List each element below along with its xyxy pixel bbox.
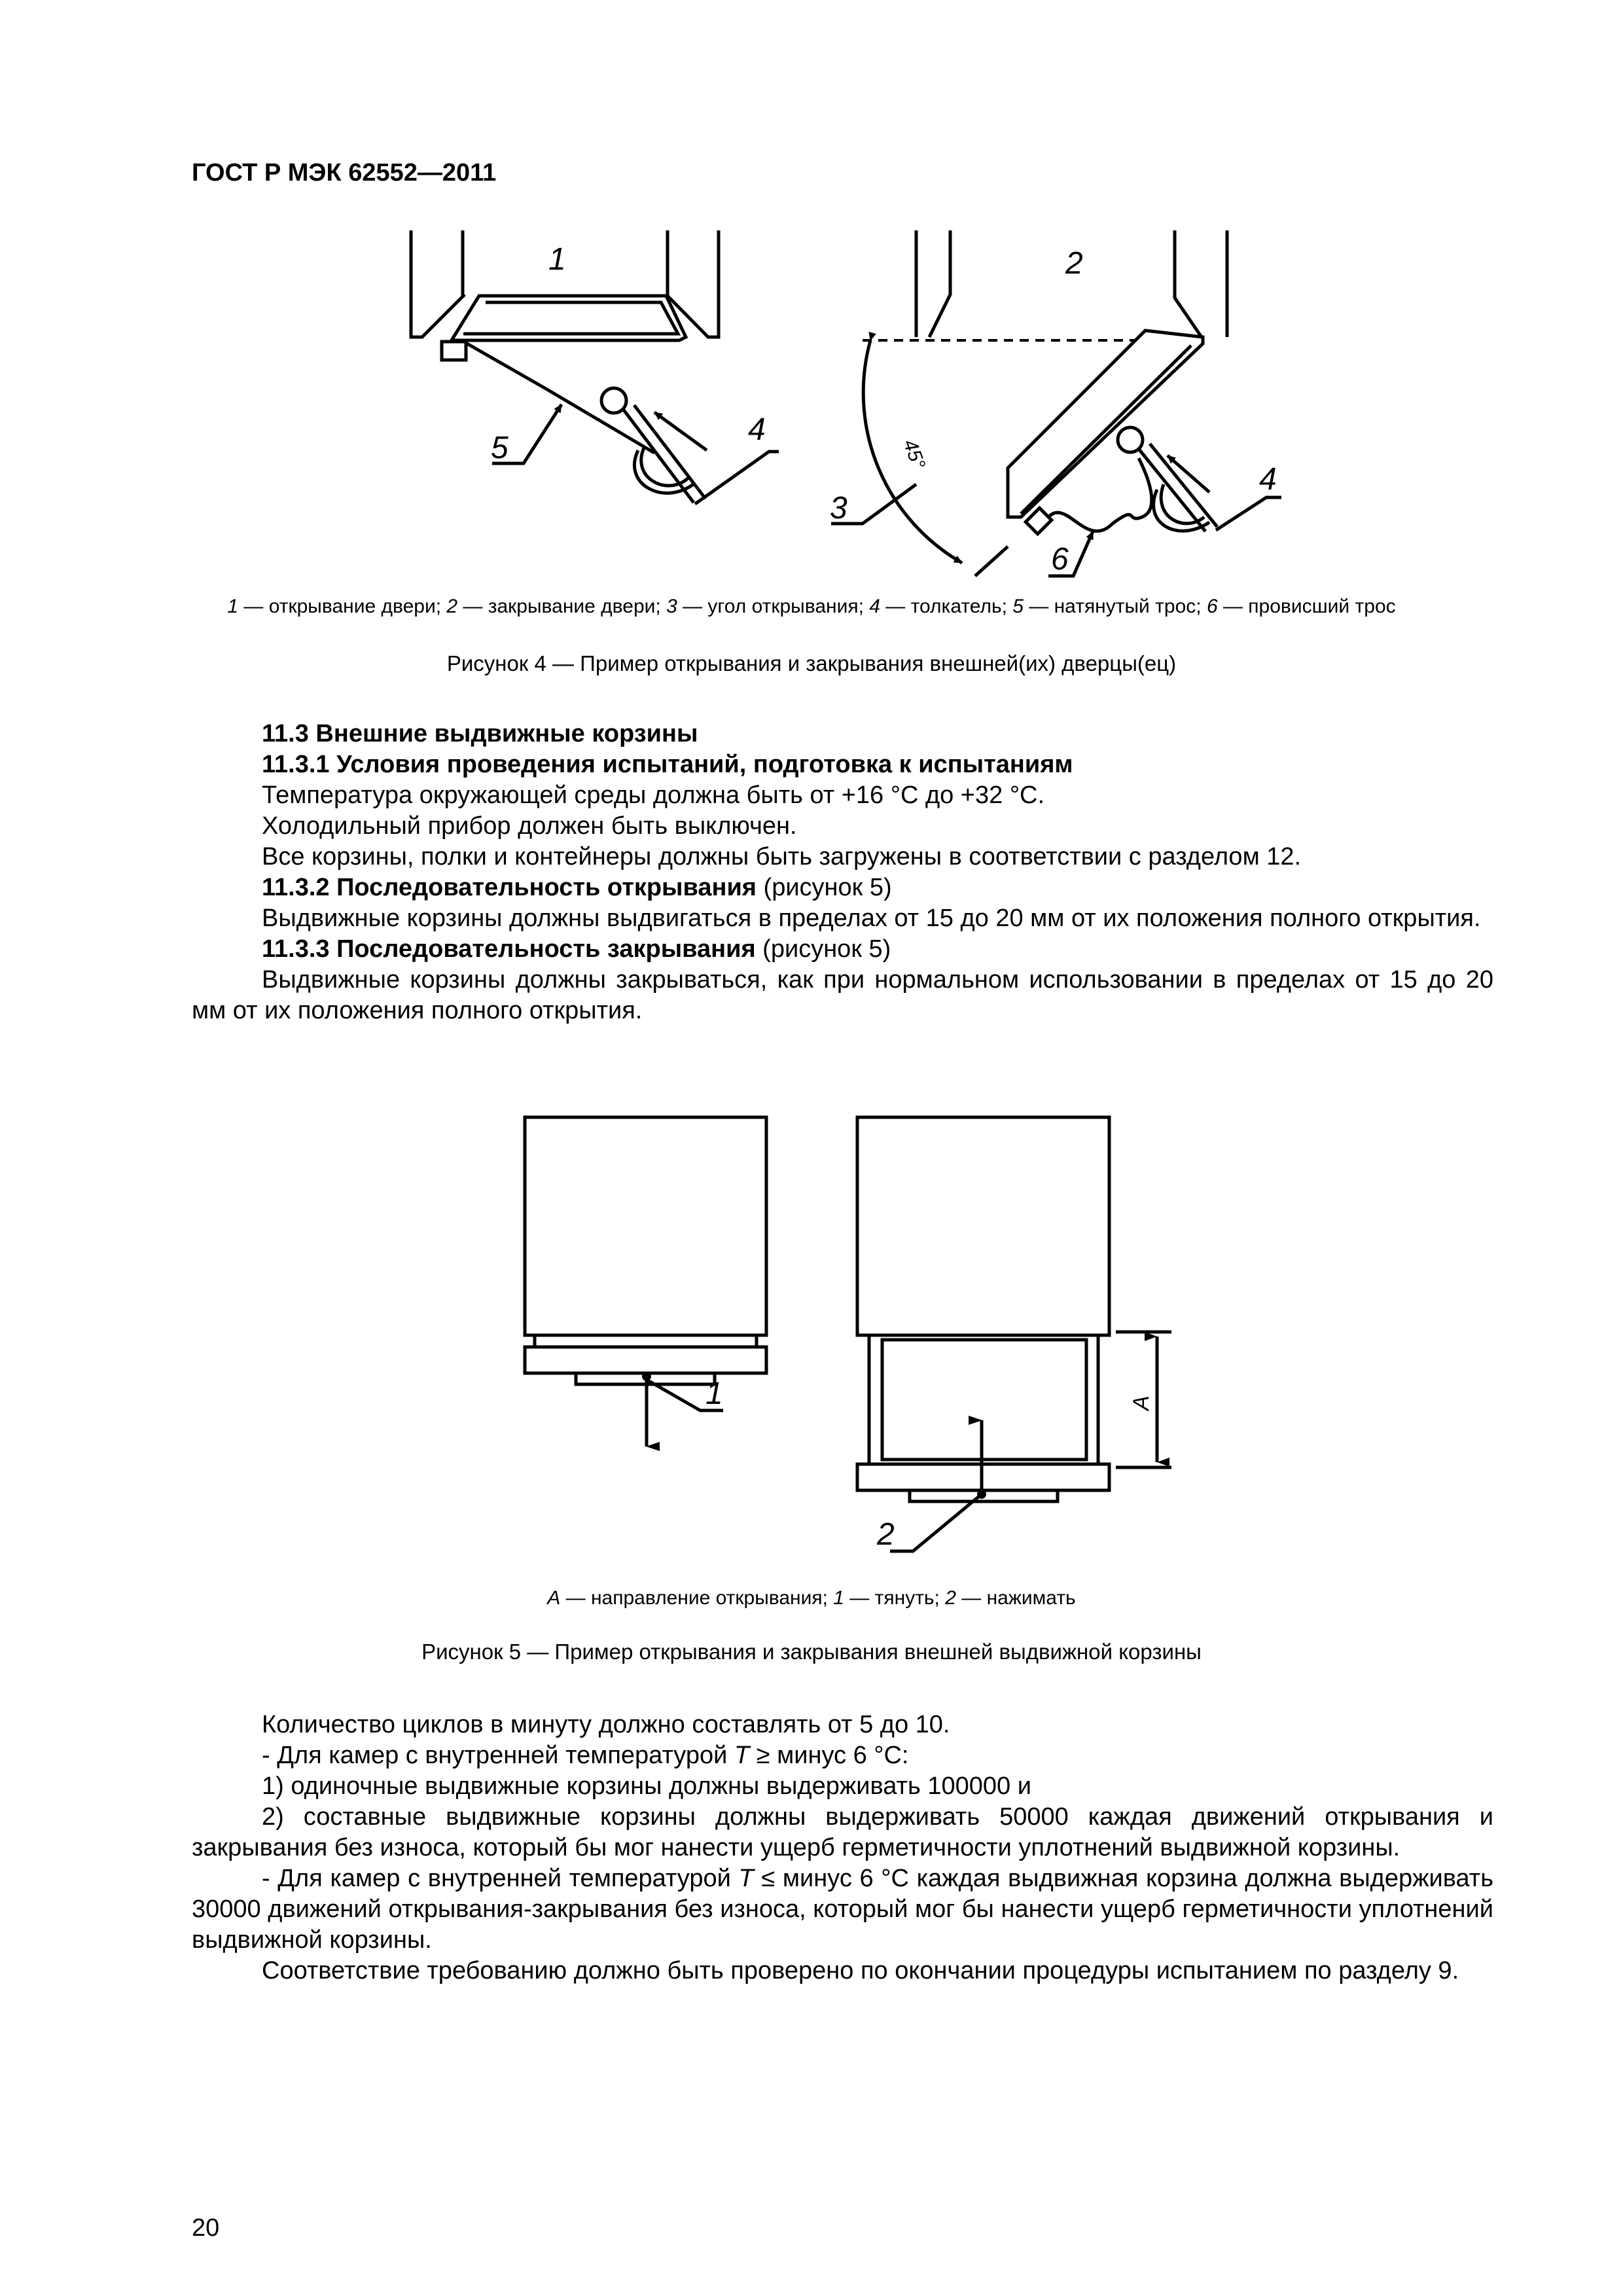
- legend-num: 4: [869, 596, 880, 617]
- heading-11-3-1: 11.3.1 Условия проведения испытаний, подготовка к испытаниям: [262, 751, 1073, 778]
- paragraph: Соответствие требованию должно быть проверено по окончании процедуры испытанием по разделу 9.: [262, 1957, 1459, 1984]
- heading-text: 11.3.2 Последовательность открывания: [262, 874, 757, 901]
- legend-text: — провисший трос: [1217, 596, 1396, 617]
- variable: Т: [738, 1865, 754, 1892]
- paragraph: Выдвижные корзины должны закрываться, как при нормальном использовании в пределах от 15 до 20 мм от их положения полного открытия.: [192, 966, 1493, 1024]
- document-header: ГОСТ Р МЭК 62552—2011: [192, 159, 497, 187]
- paragraph: Температура окружающей среды должна быть от +16 °С до +32 °С.: [262, 781, 1045, 809]
- label-open: 1: [548, 242, 566, 277]
- figure-4-caption: Рисунок 4 — Пример открывания и закрывания внешней(их) дверцы(ец): [446, 651, 1177, 675]
- heading-11-3: 11.3 Внешние выдвижные корзины: [262, 720, 698, 747]
- label-push: 2: [877, 1517, 895, 1552]
- label-slack-cable: 6: [1051, 542, 1069, 577]
- text: - Для камер с внутренней температурой: [262, 1742, 734, 1769]
- paragraph: Холодильный прибор должен быть выключен.: [262, 812, 797, 840]
- legend-text: — толкатель;: [880, 596, 1013, 617]
- text: - Для камер с внутренней температурой: [262, 1865, 739, 1892]
- legend-num: 2: [945, 1587, 956, 1609]
- legend-text: — нажимать: [955, 1587, 1076, 1609]
- legend-num: 5: [1012, 596, 1024, 617]
- variable: Т: [734, 1742, 750, 1769]
- paragraph: 1) одиночные выдвижные корзины должны выдерживать 100000 и: [262, 1772, 1031, 1800]
- figure-5-drawing: [0, 1106, 1623, 1577]
- heading-text: 11.3.3 Последовательность закрывания: [262, 935, 756, 963]
- section-11-3: [192, 719, 1493, 1026]
- label-angle-degrees: 45°: [899, 437, 929, 473]
- cycle-requirements: [192, 1710, 1493, 1986]
- label-pusher-right: 4: [1259, 462, 1277, 497]
- paragraph: Выдвижные корзины должны выдвигаться в пределах от 15 до 20 мм от их положения полного открытия.: [262, 905, 1481, 932]
- legend-text: — закрывание двери;: [457, 596, 667, 617]
- paragraph: Все корзины, полки и контейнеры должны быть загружены в соответствии с разделом 12.: [262, 843, 1302, 870]
- figure-4-drawing: [0, 0, 1623, 602]
- legend-num: 1: [833, 1587, 844, 1609]
- legend-num: 3: [666, 596, 677, 617]
- label-pull: 1: [705, 1376, 723, 1411]
- legend-text: — открывание двери;: [238, 596, 447, 617]
- paragraph: 2) составные выдвижные корзины должны выдерживать 50000 каждая движений открывания и закрывания без износа, который бы мог нанести ущерб герметичности уплотнений выдвижной корзины.: [192, 1803, 1493, 1861]
- figure-reference: (рисунок 5): [755, 935, 891, 963]
- heading-11-3-3: [192, 934, 1493, 965]
- paragraph: [192, 1740, 1493, 1771]
- legend-text: — натянутый трос;: [1023, 596, 1207, 617]
- legend-text: — угол открывания;: [677, 596, 870, 617]
- legend-text: — направление открывания;: [560, 1587, 834, 1609]
- legend-num: А: [547, 1587, 561, 1609]
- legend-num: 6: [1206, 596, 1218, 617]
- figure-reference: (рисунок 5): [756, 874, 892, 901]
- heading-11-3-2: [192, 872, 1493, 903]
- paragraph: [192, 1863, 1493, 1956]
- push-point: [977, 1490, 986, 1499]
- page-number: 20: [192, 2214, 220, 2242]
- figure-5-legend: [0, 1587, 1623, 1609]
- text: ≥ минус 6 °С:: [749, 1742, 909, 1769]
- label-angle-number: 3: [830, 491, 847, 526]
- pull-point: [642, 1372, 651, 1381]
- legend-num: 2: [446, 596, 458, 617]
- label-dimension-a: А: [1129, 1395, 1154, 1410]
- label-pusher-left: 4: [748, 412, 766, 447]
- legend-text: — тянуть;: [844, 1587, 946, 1609]
- paragraph: Количество циклов в минуту должно составлять от 5 до 10.: [262, 1711, 950, 1738]
- label-close: 2: [1065, 246, 1083, 281]
- figure-4-legend: [0, 596, 1623, 618]
- text: ≤ минус 6 °С каждая выдвижная корзина должна выдерживать 30000 движений открывания-закрывания без износа, который мог бы нанести ущерб герметичности уплотнений выдвижной корзины.: [192, 1865, 1493, 1954]
- figure-5-caption: Рисунок 5 — Пример открывания и закрывания внешней выдвижной корзины: [421, 1640, 1202, 1664]
- label-taut-cable: 5: [491, 431, 508, 465]
- legend-num: 1: [227, 596, 239, 617]
